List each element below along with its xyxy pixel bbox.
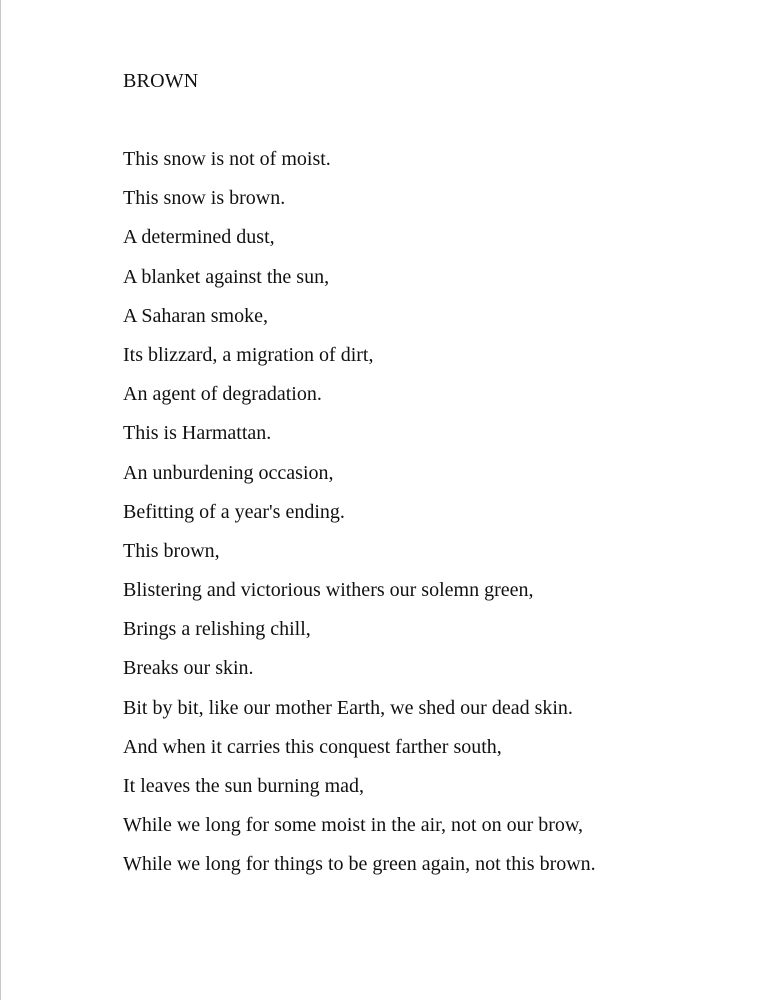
poem-line: This snow is not of moist. xyxy=(123,148,331,170)
poem-line: Brings a relishing chill, xyxy=(123,618,311,641)
poem-line: It leaves the sun burning mad, xyxy=(123,775,365,797)
poem-body xyxy=(123,146,596,891)
poem-line: Its blizzard, a migration of dirt, xyxy=(123,343,374,366)
poem-line: Bit by bit, like our mother Earth, we shed our dead skin. xyxy=(123,696,573,719)
poem-line: This snow is brown. xyxy=(123,187,286,210)
poem-line: An unburdening occasion, xyxy=(123,461,334,484)
poem-line: A blanket against the sun, xyxy=(123,265,330,288)
poem-line: And when it carries this conquest farther south, xyxy=(123,735,502,758)
poem-line: While we long for some moist in the air, not on our brow, xyxy=(123,814,584,837)
poem-line: A Saharan smoke, xyxy=(123,304,268,327)
poem-line: An agent of degradation. xyxy=(123,383,322,406)
poem-line: Befitting of a year's ending. xyxy=(123,500,345,523)
poem-title: BROWN xyxy=(123,70,199,92)
poem-line: Blistering and victorious withers our solemn green, xyxy=(123,579,534,602)
poem-line: A determined dust, xyxy=(123,226,275,249)
poem-line: This is Harmattan. xyxy=(123,422,272,445)
poem-line: While we long for things to be green again, not this brown. xyxy=(123,853,596,876)
poem-line: Breaks our skin. xyxy=(123,657,254,680)
poem-line: This brown, xyxy=(123,539,220,562)
